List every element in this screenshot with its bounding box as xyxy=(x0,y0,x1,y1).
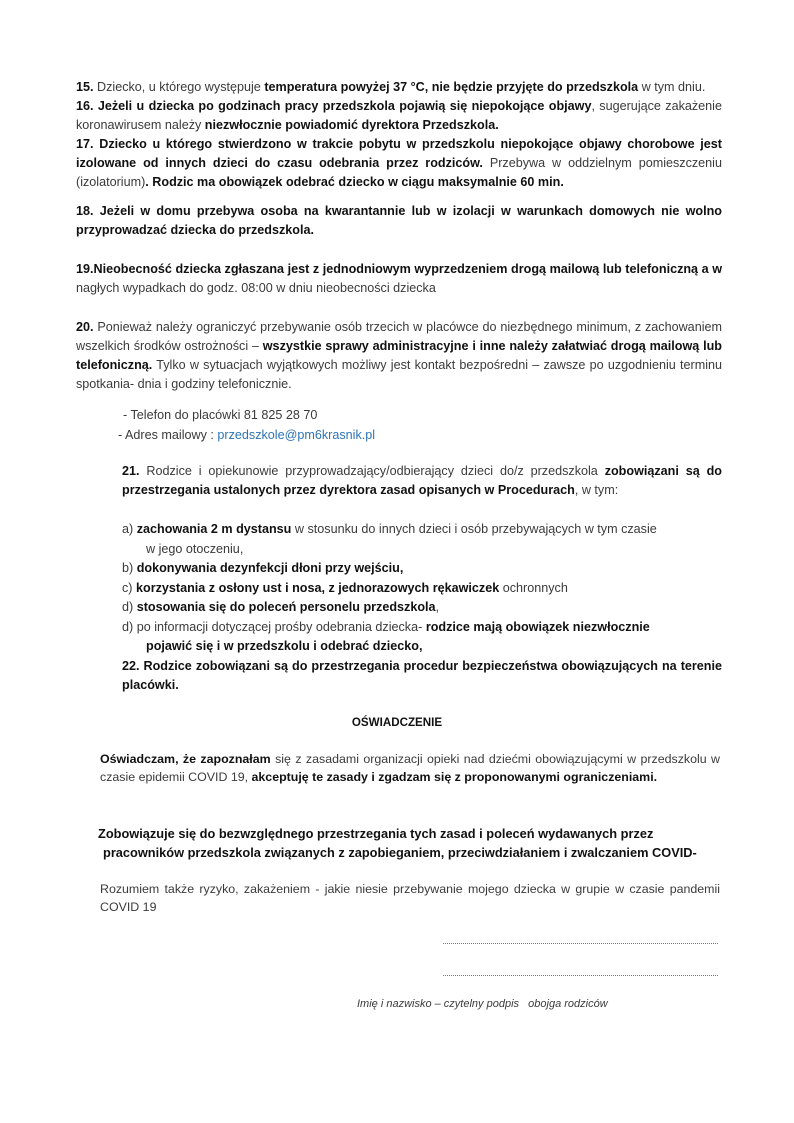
contact-phone: - Telefon do placówki 81 825 28 70 xyxy=(123,408,318,422)
list-item: d) stosowania się do poleceń personelu przedszkola, xyxy=(122,600,440,614)
list-item: b) dokonywania dezynfekcji dłoni przy wejściu, xyxy=(122,561,404,575)
list-item: a) zachowania 2 m dystansu w stosunku do innych dzieci i osób przebywających w tym czasie w jego otoczeniu, xyxy=(122,522,657,556)
rule-18: 18. Jeżeli w domu przebywa osoba na kwarantannie lub w izolacji w warunkach domowych nie wolno przyprowadzać dziecka do przedszkola. xyxy=(76,204,722,237)
declaration-risk: Rozumiem także ryzyko, zakażeniem - jakie niesie przebywanie mojego dziecka w grupie w czasie pandemii COVID 19 xyxy=(100,882,720,914)
rule-15: 15. Dziecko, u którego występuje temperatura powyżej 37 °C, nie będzie przyjęte do przedszkola w tym dniu. xyxy=(76,80,706,94)
rule-17: 17. Dziecko u którego stwierdzono w trakcie pobytu w przedszkolu niepokojące objawy chorobowe jest izolowane od innych dzieci do czasu odebrania przez rodziców. Przebywa w oddzielnym pomieszczeniu (izolatorium). Rodzic ma obowiązek odebrać dziecko w ciągu maksymalnie 60 min. xyxy=(76,137,722,189)
rule-19: 19.Nieobecność dziecka zgłaszana jest z jednodniowym wyprzedzeniem drogą mailową lub telefoniczną a w nagłych wypadkach do godz. 08:00 w dniu nieobecności dziecka xyxy=(76,262,722,295)
declaration-heading: OŚWIADCZENIE xyxy=(351,716,443,729)
signature-line-1 xyxy=(443,943,718,944)
contact-email-line: - Adres mailowy : przedszkole@pm6krasnik.pl xyxy=(118,428,376,442)
rule-20: 20. Ponieważ należy ograniczyć przebywanie osób trzecich w placówce do niezbędnego minimum, z zachowaniem wszelkich środków ostrożności – wszystkie sprawy administracyjne i inne należy załatwiać drogą mailową lub telefoniczną. Tylko w sytuacjach wyjątkowych możliwy jest kontakt bezpośredni – zawsze po uzgodnieniu terminu spotkania- dnia i godziny telefonicznie. xyxy=(76,320,722,391)
list-item: d) po informacji dotyczącej prośby odebrania dziecka- rodzice mają obowiązek niezwłocznie pojawić się i w przedszkolu i odebrać dziecko, xyxy=(122,619,650,653)
signature-line-2 xyxy=(443,975,718,976)
email-link[interactable]: przedszkole@pm6krasnik.pl xyxy=(217,428,376,442)
declaration-acceptance: Oświadczam, że zapoznałam się z zasadami organizacji opieki nad dziećmi obowiązującymi w przedszkolu w czasie epidemii COVID 19, akceptuję te zasady i zgadzam się z proponowanymi ograniczeniami. xyxy=(100,752,720,784)
declaration-commitment: Zobowiązuje się do bezwzględnego przestrzegania tych zasad i poleceń wydawanych przez pracowników przedszkola związanych z zapobieganiem, przeciwdziałaniem i zwalczaniem COVID- xyxy=(98,826,697,860)
rule-22: 22. Rodzice zobowiązani są do przestrzegania procedur bezpieczeństwa obowiązujących na terenie placówki. xyxy=(122,659,722,692)
list-item: c) korzystania z osłony ust i nosa, z jednorazowych rękawiczek ochronnych xyxy=(122,580,568,595)
rule-21: 21. Rodzice i opiekunowie przyprowadzający/odbierający dzieci do/z przedszkola zobowiązani są do przestrzegania ustalonych przez dyrektora zasad opisanych w Procedurach, w tym: xyxy=(122,464,722,497)
rules-list xyxy=(122,520,722,657)
signature-caption: Imię i nazwisko – czytelny podpis obojga rodziców xyxy=(357,998,608,1010)
rule-16: 16. Jeżeli u dziecka po godzinach pracy przedszkola pojawią się niepokojące objawy, sugerujące zakażenie koronawirusem należy niezwłocznie powiadomić dyrektora Przedszkola. xyxy=(76,99,722,132)
